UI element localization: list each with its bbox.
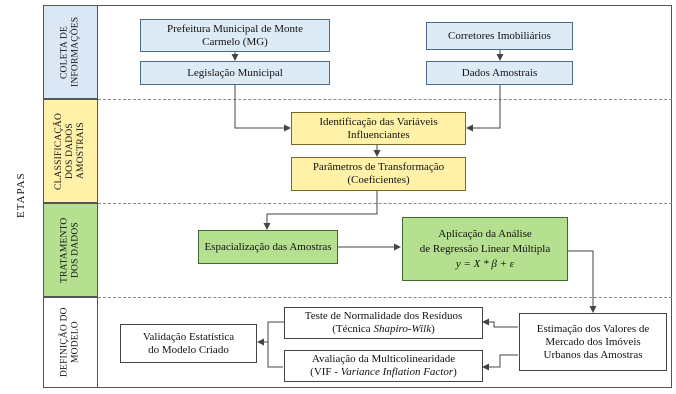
arrow-estimacao-avaliacao xyxy=(483,355,518,367)
teste-line-1: Teste de Normalidade dos Resíduos xyxy=(304,310,463,322)
box-dados-amostrais: Dados Amostrais xyxy=(426,61,573,85)
arrow-avaliacao-validacao xyxy=(268,342,283,367)
aplicacao-line-1: Aplicação da Análise xyxy=(438,227,532,240)
box-identificacao: Identificação das Variáveis Influenciantes xyxy=(291,112,466,145)
arrow-estimacao-teste xyxy=(483,322,518,327)
band-label-tratamento: TRATAMENTO DOS DADOS xyxy=(43,203,98,297)
arrow-legislacao-identificacao xyxy=(235,85,290,128)
box-validacao: Validação Estatística do Modelo Criado xyxy=(120,324,257,363)
box-prefeitura: Prefeitura Municipal de Monte Carmelo (MG) xyxy=(140,19,330,52)
box-legislacao: Legislação Municipal xyxy=(140,61,330,85)
box-teste-normalidade xyxy=(284,307,483,339)
band-label-definicao: DEFINIÇÃO DO MODELO xyxy=(43,297,98,388)
teste-line-2-c: ) xyxy=(431,323,435,335)
teste-line-2-a: (Técnica xyxy=(332,323,374,335)
avaliacao-line-1: Avaliação da Multicolinearidade xyxy=(311,353,456,365)
avaliacao-line-2-b: Variance Inflation Factor xyxy=(340,366,454,378)
avaliacao-line-2-c: ) xyxy=(453,366,457,378)
band-label-classificacao: CLASSIFICAÇÃO DOS DADOS AMOSTRAIS xyxy=(43,99,98,203)
etapas-label: ETAPAS xyxy=(15,172,27,218)
box-avaliacao-multicolinearidade xyxy=(284,350,483,382)
teste-line-2 xyxy=(332,323,435,336)
band-label-coleta: COLETA DE INFORMAÇÕES xyxy=(43,5,98,99)
box-estimacao: Estimação dos Valores de Mercado dos Imóveis Urbanos das Amostras xyxy=(519,313,667,371)
box-espacializacao: Espacialização das Amostras xyxy=(198,230,338,264)
box-corretores: Corretores Imobiliários xyxy=(426,22,573,50)
regression-equation: y = X * β + ε xyxy=(455,257,515,270)
box-aplicacao xyxy=(402,217,568,281)
avaliacao-line-2 xyxy=(310,366,457,379)
aplicacao-line-2: de Regressão Linear Múltipla xyxy=(419,242,551,255)
avaliacao-line-2-a: (VIF - xyxy=(310,366,341,378)
box-parametros: Parâmetros de Transformação (Coeficientes) xyxy=(291,157,466,191)
arrow-dados-identificacao xyxy=(467,85,500,128)
arrow-aplicacao-estimacao xyxy=(568,251,593,312)
teste-line-2-b: Shapiro-Wilk xyxy=(373,323,432,335)
arrow-parametros-espacializacao xyxy=(267,191,377,229)
